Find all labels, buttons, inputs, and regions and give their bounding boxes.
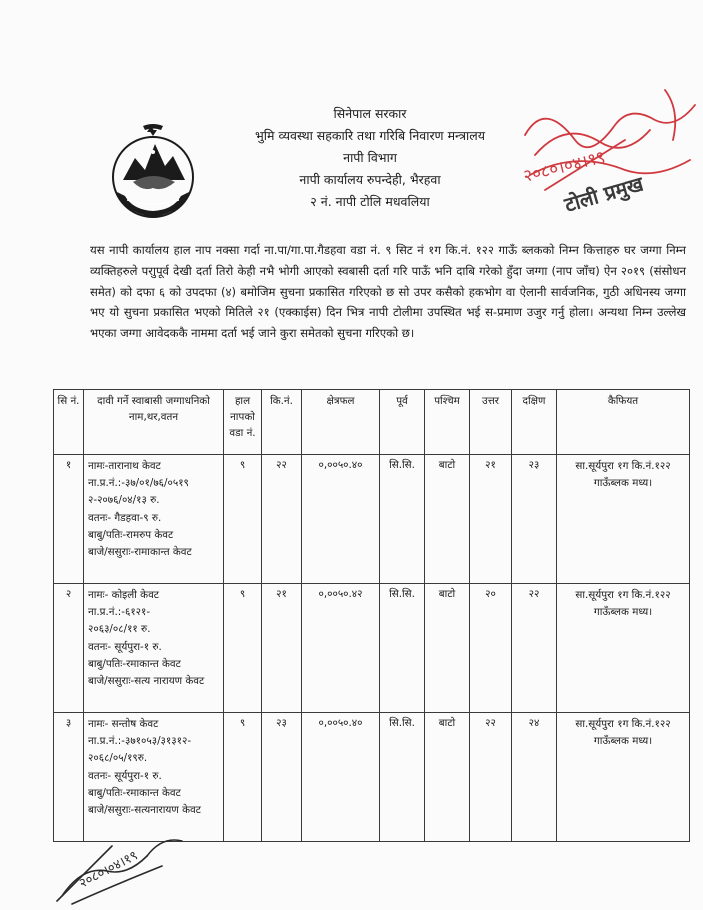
cell-kitta: २३ [262, 713, 302, 842]
cell-north: २० [470, 584, 512, 713]
cell-sn: ३ [54, 713, 84, 842]
remarks-line: गाऊँब्लक मध्य। [593, 735, 653, 747]
cell-ward: ९ [224, 584, 262, 713]
owner-line: २-२०७६/०४/१३ रु. [88, 494, 160, 507]
handwritten-signature [52, 826, 202, 906]
table-header-row [54, 390, 690, 455]
owner-line: ना.प्र.नं.:-३७/०१/७६/०५१९ [88, 477, 189, 490]
cell-area: ०,००५०.४२ [302, 584, 380, 713]
owner-line: वतनः- सूर्यपुरा-१ रु. [88, 769, 162, 782]
owner-line: २०६३/०८/११ रु. [88, 623, 151, 636]
table-row [54, 455, 690, 584]
owner-line: २०६८/०५/१९रु. [88, 752, 148, 765]
col-header-south: दक्षिण [512, 390, 557, 455]
cell-ward: ९ [224, 713, 262, 842]
header-line-1: सिनेपाल सरकार [333, 106, 407, 121]
owner-line: बाजे/ससुराः-रामाकान्त केवट [88, 546, 192, 559]
cell-west: बाटो [425, 584, 470, 713]
owner-line: बाबु/पतिः-रामरुप केवट [88, 528, 174, 541]
cell-remarks [557, 713, 690, 842]
header-line-2: भुमि व्यवस्था सहकारि तथा गरिबि निवारण मन्त्रालय [255, 128, 485, 143]
cell-north: २१ [470, 455, 512, 584]
owner-line: वतनः- गैडहवा-९ रु. [88, 511, 162, 524]
cell-area: ०,००५०.४० [302, 455, 380, 584]
col-header-sn: सि नं. [54, 390, 84, 455]
remarks-line: सा.सूर्यपुरा १ग कि.नं.१२२ [575, 718, 671, 730]
cell-east: सि.सि. [380, 713, 425, 842]
office-header [210, 103, 530, 213]
stamp-date: २०८०।०४।१९ [521, 147, 608, 187]
remarks-line: गाऊँब्लक मध्य। [593, 606, 653, 618]
col-header-east: पूर्व [380, 390, 425, 455]
nepal-emblem-icon [103, 122, 203, 222]
cell-south: २२ [512, 584, 557, 713]
header-line-3: नापी विभाग [343, 150, 397, 165]
cell-remarks [557, 584, 690, 713]
owner-line: बाबु/पतिः-रमाकान्त केवट [88, 786, 181, 799]
cell-west: बाटो [425, 713, 470, 842]
owner-line: नामः-तारानाथ केवट [88, 460, 161, 472]
notice-paragraph: यस नापी कार्यालय हाल नाप नक्सा गर्दा ना.पा/गा.पा.गैडहवा वडा नं. ९ सिट नं १ग कि.नं. १२२ गाऊँ ब्लकको निम्न कित्ताहरु घर जग्गा निम्न व्यक्तिहरुले पराुपूर्व देखी दर्ता तिरो केही नभै भोगी आएको स्वबासी दर्ता गरि पाऊँ भनि दाबि गरेको हुँदा जग्गा (नाप जाँच) ऐन २०१९ (संसोधन समेत) को दफा ६ को उपदफा (४) बमोजिम सुचना प्रकासित गरिएको छ सो उपर कसैको हकभोग वा ऐलानी सार्वजनिक, गुठी अधिनस्य जग्गा भए यो सुचना प्रकासित भएको मितिले २१ (एक्काईस) दिन भित्र नापी टोलीमा उपस्थित भई स-प्रमाण उजुर गर्नु होला। अन्यथा निम्न उल्लेख भएका जग्गा आवेदककै नाममा दर्ता भई जाने कुरा समेतको सुचना गरिएको छ। [90, 243, 686, 341]
owner-line: बाबु/पतिः-रमाकान्त केवट [88, 657, 181, 670]
col-header-west: पश्चिम [425, 390, 470, 455]
cell-east: सि.सि. [380, 455, 425, 584]
remarks-line: सा.सूर्यपुरा १ग कि.नं.१२२ [575, 589, 671, 601]
cell-ward: ९ [224, 455, 262, 584]
cell-north: २२ [470, 713, 512, 842]
col-header-north: उत्तर [470, 390, 512, 455]
owner-line: वतनः- सूर्यपुरा-१ रु. [88, 640, 162, 653]
cell-west: बाटो [425, 455, 470, 584]
official-stamp [505, 80, 703, 225]
owner-line: बाजे/ससुराः-सत्य नारायण केवट [88, 675, 205, 688]
cell-sn: १ [54, 455, 84, 584]
table-row [54, 584, 690, 713]
header-line-5: २ नं. नापी टोलि मधवलिया [310, 194, 430, 209]
stamp-title: टोली प्रमुख [561, 171, 646, 217]
col-header-area: क्षेत्रफल [302, 390, 380, 455]
cell-owner [84, 584, 224, 713]
cell-area: ०,००५०.४० [302, 713, 380, 842]
col-header-ward: हाल नापको वडा नं. [224, 390, 262, 455]
owner-line: ना.प्र.नं.:-६१२१- [88, 606, 151, 619]
owner-line: नामः- सन्तोष केवट [88, 718, 159, 730]
cell-sn: २ [54, 584, 84, 713]
owner-line: नामः- कोइली केवट [88, 589, 159, 601]
table-row [54, 713, 690, 842]
owner-line: ना.प्र.नं.:-३७१०५३/३१३१२- [88, 735, 192, 748]
cell-owner [84, 713, 224, 842]
col-header-kitta: कि.नं. [262, 390, 302, 455]
cell-south: २४ [512, 713, 557, 842]
signature-date: २०८०।०४।१९ [76, 848, 141, 892]
cell-south: २३ [512, 455, 557, 584]
col-header-owner: दावी गर्ने स्वाबासी जग्गाधनिको नाम,थर,वतन [84, 390, 224, 455]
col-header-remarks: कैफियत [557, 390, 690, 455]
cell-kitta: २१ [262, 584, 302, 713]
cell-remarks [557, 455, 690, 584]
header-line-4: नापी कार्यालय रुपन्देही, भैरहवा [299, 172, 441, 187]
cell-owner [84, 455, 224, 584]
owner-line: बाजे/ससुराः-सत्यनारायण केवट [88, 804, 201, 817]
cell-east: सि.सि. [380, 584, 425, 713]
cell-kitta: २२ [262, 455, 302, 584]
remarks-line: गाऊँब्लक मध्य। [593, 477, 653, 489]
remarks-line: सा.सूर्यपुरा १ग कि.नं.१२२ [575, 460, 671, 472]
claims-table [53, 389, 690, 842]
